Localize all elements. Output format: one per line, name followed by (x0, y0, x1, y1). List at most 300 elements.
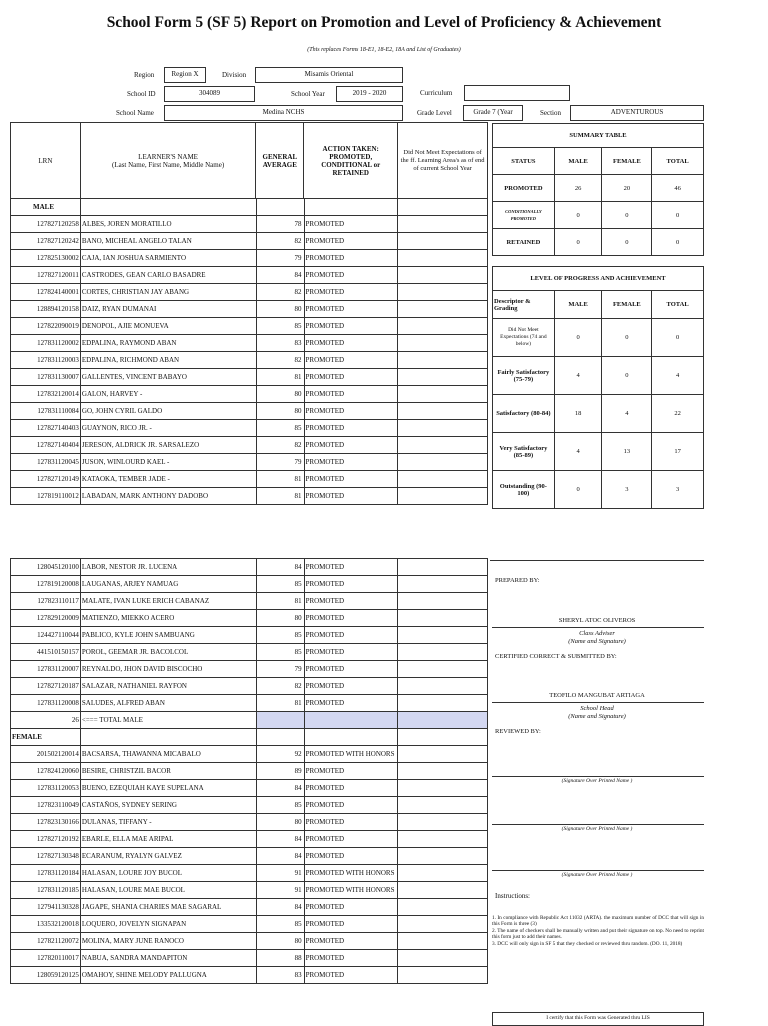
table-row (11, 780, 488, 797)
row-action-taken: PROMOTED (304, 950, 398, 967)
progress-table (492, 266, 704, 509)
col-name-sub: (Last Name, First Name, Middle Name) (111, 160, 225, 169)
row-general-average (256, 729, 304, 746)
table-row (11, 559, 488, 576)
row-did-not-meet (398, 335, 488, 352)
row-lrn: 133532120018 (11, 916, 81, 933)
row-general-average: 83 (256, 967, 304, 984)
row-learner-name: PABLICO, KYLE JOHN SAMBUANG (80, 627, 256, 644)
row-did-not-meet (398, 627, 488, 644)
table-row (11, 471, 488, 488)
row-learner-name: SALUDES, ALFRED ABAN (80, 695, 256, 712)
row-action-taken: PROMOTED (304, 933, 398, 950)
adviser-line (492, 627, 704, 628)
row-did-not-meet (398, 831, 488, 848)
row-learner-name: EBARLE, ELLA MAE ARIPAL (80, 831, 256, 848)
head-line (492, 702, 704, 703)
row-learner-name: EDPALINA, RICHMOND ABAN (80, 352, 256, 369)
table-row (11, 678, 488, 695)
row-general-average: 80 (256, 301, 304, 318)
row-general-average: 85 (256, 576, 304, 593)
table-row (11, 284, 488, 301)
table-row (11, 318, 488, 335)
row-action-taken: PROMOTED (304, 301, 398, 318)
row-lrn: 127827120258 (11, 216, 81, 233)
row-learner-name: DULANAS, TIFFANY - (80, 814, 256, 831)
row-action-taken: PROMOTED (304, 644, 398, 661)
row-did-not-meet (398, 967, 488, 984)
row-did-not-meet (398, 882, 488, 899)
row-general-average: 88 (256, 950, 304, 967)
row-general-average: 81 (256, 488, 304, 505)
row-action-taken: PROMOTED (304, 780, 398, 797)
form-subtitle: (This replaces Forms 18-E1, 18-E2, 18A and List of Graduates) (307, 47, 461, 53)
progress-female: 4 (602, 395, 652, 433)
row-lrn: 127829120009 (11, 610, 81, 627)
summary-total: 46 (652, 175, 704, 202)
row-general-average: 81 (256, 695, 304, 712)
table-row (11, 301, 488, 318)
progress-descriptor: Fairly Satisfactory (75-79) (493, 357, 555, 395)
row-action-taken: PROMOTED (304, 814, 398, 831)
progress-header-total: TOTAL (652, 291, 704, 319)
row-general-average: 80 (256, 403, 304, 420)
prepared-by-label: PREPARED BY: (495, 577, 540, 584)
row-action-taken: PROMOTED (304, 369, 398, 386)
progress-female: 0 (602, 319, 652, 357)
row-lrn: 127824140001 (11, 284, 81, 301)
summary-status: RETAINED (493, 229, 555, 256)
summary-status: PROMOTED (493, 175, 555, 202)
progress-female: 13 (602, 433, 652, 471)
summary-female: 0 (602, 202, 652, 229)
row-learner-name: LOQUERO, JOVELYN SIGNAPAN (80, 916, 256, 933)
row-lrn: 127823110117 (11, 593, 81, 610)
division-label: Division (222, 71, 247, 79)
row-lrn: 441510150157 (11, 644, 81, 661)
reviewer-caption-2: (Signature Over Printed Name ) (561, 826, 633, 832)
row-did-not-meet (398, 814, 488, 831)
row-lrn: 127827140403 (11, 420, 81, 437)
row-did-not-meet (398, 933, 488, 950)
row-general-average: 83 (256, 335, 304, 352)
row-action-taken: PROMOTED (304, 267, 398, 284)
row-action-taken: PROMOTED (304, 488, 398, 505)
row-general-average: 85 (256, 916, 304, 933)
progress-female: 3 (602, 471, 652, 509)
summary-total: 0 (652, 202, 704, 229)
col-dnm: Did Not Meet Expectations of the ff. Learning Area/s as of end of current School Year (398, 123, 488, 199)
school-year-label: School Year (291, 90, 325, 98)
row-learner-name: GO, JOHN CYRIL GALDO (80, 403, 256, 420)
row-learner-name: CASTRODES, GEAN CARLO BASADRE (80, 267, 256, 284)
row-lrn: 127831110084 (11, 403, 81, 420)
progress-descriptor: Very Satisfactory (85-89) (493, 433, 555, 471)
reviewer-caption-1: (Signature Over Printed Name ) (561, 778, 633, 784)
summary-female: 0 (602, 229, 652, 256)
progress-total: 22 (652, 395, 704, 433)
total-male-row (11, 712, 488, 729)
row-lrn: 127831120045 (11, 454, 81, 471)
reviewer-line-2 (492, 824, 704, 825)
region-value: Region X (164, 67, 206, 83)
row-learner-name: JAGAPE, SHANIA CHARIES MAE SAGARAL (80, 899, 256, 916)
row-lrn: 201502120014 (11, 746, 81, 763)
row-did-not-meet (398, 916, 488, 933)
row-learner-name: MALATE, IVAN LUKE ERICH CABANAZ (80, 593, 256, 610)
signature-top-rule (490, 560, 704, 561)
row-lrn: 127827120011 (11, 267, 81, 284)
row-action-taken: PROMOTED WITH HONORS (304, 882, 398, 899)
progress-total: 4 (652, 357, 704, 395)
row-lrn: 127831120053 (11, 780, 81, 797)
row-did-not-meet (398, 403, 488, 420)
row-did-not-meet (398, 488, 488, 505)
summary-male: 0 (554, 229, 602, 256)
progress-descriptor: Satisfactory (80-84) (493, 395, 555, 433)
row-did-not-meet (398, 678, 488, 695)
row-did-not-meet (398, 301, 488, 318)
female-section-row (11, 729, 488, 746)
reviewer-caption-3: (Signature Over Printed Name ) (561, 872, 633, 878)
row-general-average: 82 (256, 284, 304, 301)
row-general-average: 85 (256, 420, 304, 437)
row-learner-name: MOLINA, MARY JUNE RANOCO (80, 933, 256, 950)
row-general-average: 84 (256, 267, 304, 284)
learner-table-header (10, 122, 488, 199)
col-name-label: LEARNER'S NAME (138, 152, 198, 161)
learner-table-page1 (10, 198, 488, 505)
row-general-average: 89 (256, 763, 304, 780)
reviewer-line-3 (492, 870, 704, 871)
summary-total: 0 (652, 229, 704, 256)
progress-male: 18 (554, 395, 602, 433)
row-learner-name: GUAYNON, RICO JR. - (80, 420, 256, 437)
row-learner-name: SALAZAR, NATHANIEL RAYFON (80, 678, 256, 695)
row-lrn: 127822090019 (11, 318, 81, 335)
head-sub: (Name and Signature) (568, 713, 626, 720)
region-label: Region (134, 71, 155, 79)
row-general-average: 84 (256, 559, 304, 576)
row-learner-name: EDPALINA, RAYMOND ABAN (80, 335, 256, 352)
row-learner-name: ECARANUM, RYALYN GALVEZ (80, 848, 256, 865)
row-lrn: 127819110012 (11, 488, 81, 505)
summary-table (492, 123, 704, 256)
row-did-not-meet (398, 848, 488, 865)
row-action-taken: PROMOTED (304, 899, 398, 916)
row-learner-name: HALASAN, LOURE JOY BUCOL (80, 865, 256, 882)
row-general-average (256, 712, 304, 729)
row-did-not-meet (398, 559, 488, 576)
row-learner-name: CAJA, IAN JOSHUA SARMIENTO (80, 250, 256, 267)
table-row (11, 814, 488, 831)
table-row (11, 386, 488, 403)
row-did-not-meet (398, 797, 488, 814)
row-learner-name: REYNALDO, JHON DAVID BISCOCHO (80, 661, 256, 678)
row-action-taken: PROMOTED (304, 216, 398, 233)
progress-total: 0 (652, 319, 704, 357)
row-action-taken: PROMOTED WITH HONORS (304, 865, 398, 882)
total-male-count: 26 (11, 712, 81, 729)
table-row (11, 882, 488, 899)
row-did-not-meet (398, 661, 488, 678)
row-did-not-meet (398, 729, 488, 746)
row-did-not-meet (398, 780, 488, 797)
row-did-not-meet (398, 437, 488, 454)
progress-descriptor: Did Not Meet Expectations (74 and below) (493, 319, 555, 357)
row-did-not-meet (398, 610, 488, 627)
table-row (11, 695, 488, 712)
row-lrn: 127827130348 (11, 848, 81, 865)
row-general-average: 79 (256, 454, 304, 471)
row-action-taken: PROMOTED (304, 797, 398, 814)
progress-male: 0 (554, 471, 602, 509)
row-action-taken: PROMOTED (304, 454, 398, 471)
row-did-not-meet (398, 712, 488, 729)
row-general-average: 78 (256, 216, 304, 233)
row-lrn: 127825130002 (11, 250, 81, 267)
school-name-label: School Name (116, 109, 154, 117)
head-name: TEOFILO MANGUBAT ARTIAGA (549, 692, 645, 699)
row-did-not-meet (398, 899, 488, 916)
instructions-title: Instructions: (495, 892, 530, 900)
row-action-taken: PROMOTED (304, 420, 398, 437)
row-did-not-meet (398, 233, 488, 250)
table-row (11, 352, 488, 369)
row-action-taken: PROMOTED (304, 593, 398, 610)
adviser-role: Class Adviser (579, 630, 615, 637)
row-learner-name: GALON, HARVEY - (80, 386, 256, 403)
row-did-not-meet (398, 267, 488, 284)
table-row (11, 848, 488, 865)
row-lrn: 127827120187 (11, 678, 81, 695)
table-row (11, 593, 488, 610)
row-general-average: 80 (256, 610, 304, 627)
table-row (11, 950, 488, 967)
row-learner-name: BACSARSA, THAWANNA MICABALO (80, 746, 256, 763)
row-general-average: 82 (256, 233, 304, 250)
curriculum-value (464, 85, 570, 101)
table-row (11, 865, 488, 882)
table-row (11, 233, 488, 250)
table-row (11, 403, 488, 420)
row-general-average: 85 (256, 644, 304, 661)
row-did-not-meet (398, 593, 488, 610)
summary-status: CONDITIONALLY PROMOTED (493, 202, 555, 229)
row-did-not-meet (398, 420, 488, 437)
male-section-label: MALE (11, 199, 81, 216)
row-action-taken: PROMOTED (304, 576, 398, 593)
row-learner-name: KATAOKA, TEMBER JADE - (80, 471, 256, 488)
grade-level-value: Grade 7 (Year (463, 105, 523, 121)
row-did-not-meet (398, 576, 488, 593)
progress-male: 4 (554, 433, 602, 471)
row-lrn: 128059120125 (11, 967, 81, 984)
row-action-taken: PROMOTED (304, 403, 398, 420)
row-learner-name: JUSON, WINLOURD KAEL - (80, 454, 256, 471)
learner-table-page2 (10, 558, 488, 984)
school-year-value: 2019 - 2020 (336, 86, 403, 102)
row-did-not-meet (398, 644, 488, 661)
row-general-average: 84 (256, 831, 304, 848)
row-lrn: 127824120060 (11, 763, 81, 780)
row-general-average: 92 (256, 746, 304, 763)
row-action-taken: PROMOTED (304, 559, 398, 576)
row-action-taken: PROMOTED (304, 916, 398, 933)
row-action-taken: PROMOTED (304, 610, 398, 627)
table-row (11, 454, 488, 471)
row-general-average: 82 (256, 678, 304, 695)
row-learner-name: NABUA, SANDRA MANDAPITON (80, 950, 256, 967)
row-lrn: 128894120158 (11, 301, 81, 318)
row-lrn: 127831120008 (11, 695, 81, 712)
table-row (11, 576, 488, 593)
row-learner-name: ALBES, JOREN MORATILLO (80, 216, 256, 233)
row-general-average: 85 (256, 797, 304, 814)
row-action-taken: PROMOTED (304, 471, 398, 488)
row-learner-name: JERESON, ALDRICK JR. SARSALEZO (80, 437, 256, 454)
row-action-taken: PROMOTED (304, 763, 398, 780)
row-did-not-meet (398, 369, 488, 386)
row-did-not-meet (398, 746, 488, 763)
table-row (11, 267, 488, 284)
row-lrn: 127831120002 (11, 335, 81, 352)
summary-female: 20 (602, 175, 652, 202)
table-row (11, 216, 488, 233)
row-general-average: 79 (256, 250, 304, 267)
row-lrn: 124427110044 (11, 627, 81, 644)
row-general-average: 82 (256, 437, 304, 454)
row-lrn: 127827140404 (11, 437, 81, 454)
table-row (11, 335, 488, 352)
row-lrn: 127827120192 (11, 831, 81, 848)
table-row (11, 831, 488, 848)
progress-male: 0 (554, 319, 602, 357)
row-lrn: 127831120003 (11, 352, 81, 369)
row-action-taken: PROMOTED (304, 250, 398, 267)
total-male-label: <=== TOTAL MALE (80, 712, 256, 729)
progress-female: 0 (602, 357, 652, 395)
row-did-not-meet (398, 454, 488, 471)
reviewed-by-label: REVIEWED BY: (495, 728, 541, 735)
lis-certification: I certify that this Form was Generated thru LIS (492, 1012, 704, 1026)
row-did-not-meet (398, 250, 488, 267)
row-action-taken: PROMOTED (304, 678, 398, 695)
row-did-not-meet (398, 352, 488, 369)
row-lrn: 127820110017 (11, 950, 81, 967)
row-learner-name: DAIZ, RYAN DUMANAI (80, 301, 256, 318)
instruction-1: 1. In compliance with Republic Act 11032 (ARTA). the maximum number of DCC that will sign in this Form is three (3) (492, 915, 704, 928)
row-did-not-meet (398, 216, 488, 233)
row-general-average: 85 (256, 318, 304, 335)
row-did-not-meet (398, 695, 488, 712)
row-general-average: 84 (256, 899, 304, 916)
row-learner-name: DENOPOL, AJIE MONUEVA (80, 318, 256, 335)
row-lrn: 127827120242 (11, 233, 81, 250)
row-general-average: 81 (256, 369, 304, 386)
row-general-average: 80 (256, 386, 304, 403)
row-action-taken: PROMOTED (304, 386, 398, 403)
row-lrn: 127821120072 (11, 933, 81, 950)
table-row (11, 933, 488, 950)
row-action-taken: PROMOTED (304, 661, 398, 678)
row-lrn: 127827120149 (11, 471, 81, 488)
adviser-sub: (Name and Signature) (568, 638, 626, 645)
row-did-not-meet (398, 284, 488, 301)
curriculum-label: Curriculum (420, 89, 453, 97)
row-action-taken (304, 712, 398, 729)
row-general-average: 80 (256, 933, 304, 950)
progress-title: LEVEL OF PROGRESS AND ACHIEVEMENT (493, 267, 704, 291)
row-lrn: 127823130166 (11, 814, 81, 831)
row-did-not-meet (398, 865, 488, 882)
section-label: Section (540, 109, 561, 117)
row-learner-name: MATIENZO, MIEKKO ACERO (80, 610, 256, 627)
row-general-average: 91 (256, 865, 304, 882)
row-did-not-meet (398, 386, 488, 403)
table-row (11, 610, 488, 627)
division-value: Misamis Oriental (255, 67, 403, 83)
head-role: School Head (580, 705, 614, 712)
row-lrn: 128045120100 (11, 559, 81, 576)
row-action-taken: PROMOTED (304, 318, 398, 335)
progress-header-male: MALE (554, 291, 602, 319)
row-action-taken: PROMOTED WITH HONORS (304, 746, 398, 763)
table-row (11, 899, 488, 916)
row-general-average: 81 (256, 593, 304, 610)
row-learner-name: BESIRE, CHRISTZIL BACOR (80, 763, 256, 780)
progress-total: 3 (652, 471, 704, 509)
row-did-not-meet (398, 471, 488, 488)
female-section-label: FEMALE (11, 729, 81, 746)
row-general-average: 84 (256, 848, 304, 865)
row-general-average: 82 (256, 352, 304, 369)
row-learner-name: CORTES, CHRISTIAN JAY ABANG (80, 284, 256, 301)
row-general-average: 81 (256, 471, 304, 488)
progress-descriptor: Outstanding (90-100) (493, 471, 555, 509)
section-value: ADVENTUROUS (570, 105, 704, 121)
col-name (80, 123, 256, 199)
row-lrn: 127831120007 (11, 661, 81, 678)
table-row (11, 746, 488, 763)
row-action-taken: PROMOTED (304, 695, 398, 712)
row-general-average: 84 (256, 780, 304, 797)
row-action-taken: PROMOTED (304, 627, 398, 644)
row-lrn: 127941130328 (11, 899, 81, 916)
row-learner-name (80, 729, 256, 746)
school-id-value: 304089 (164, 86, 255, 102)
row-learner-name: LABADAN, MARK ANTHONY DADOBO (80, 488, 256, 505)
summary-header-female: FEMALE (602, 148, 652, 175)
row-learner-name: LABOR, NESTOR JR. LUCENA (80, 559, 256, 576)
row-learner-name: BUENO, EZEQUIAH KAYE SUPELANA (80, 780, 256, 797)
table-row (11, 644, 488, 661)
table-row (11, 797, 488, 814)
certified-label: CERTIFIED CORRECT & SUBMITTED BY: (495, 653, 617, 660)
row-general-average: 85 (256, 627, 304, 644)
row-general-average: 79 (256, 661, 304, 678)
row-did-not-meet (398, 763, 488, 780)
row-did-not-meet (398, 950, 488, 967)
table-row (11, 250, 488, 267)
row-learner-name: LAUGANAS, ARJEY NAMUAG (80, 576, 256, 593)
row-action-taken: PROMOTED (304, 437, 398, 454)
table-row (11, 437, 488, 454)
row-learner-name: OMAHOY, SHINE MELODY PALLUGNA (80, 967, 256, 984)
row-lrn: 127831130007 (11, 369, 81, 386)
summary-title: SUMMARY TABLE (493, 124, 704, 148)
summary-male: 26 (554, 175, 602, 202)
